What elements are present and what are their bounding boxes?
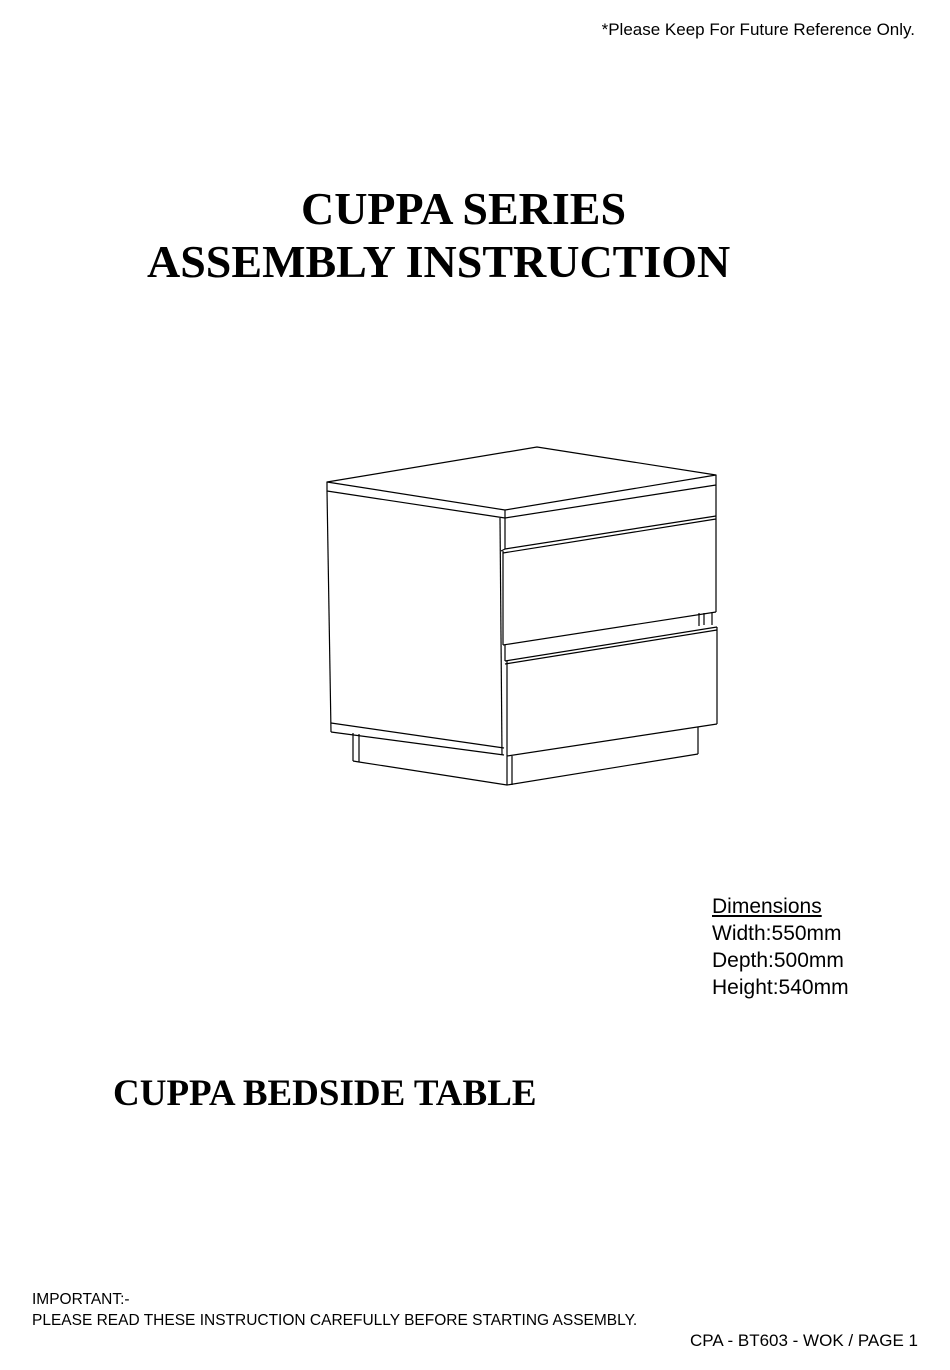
dimensions-block <box>712 893 849 1001</box>
important-text: PLEASE READ THESE INSTRUCTION CAREFULLY BEFORE STARTING ASSEMBLY. <box>32 1312 638 1329</box>
document-title: ASSEMBLY INSTRUCTION <box>147 236 731 287</box>
page-footer-code: CPA - BT603 - WOK / PAGE 1 <box>690 1331 918 1350</box>
product-name: CUPPA BEDSIDE TABLE <box>113 1073 537 1114</box>
dimensions-heading: Dimensions <box>712 895 822 918</box>
dimension-width: Width:550mm <box>712 922 842 945</box>
important-label: IMPORTANT:- <box>32 1291 130 1308</box>
dimension-depth: Depth:500mm <box>712 949 844 972</box>
series-title: CUPPA SERIES <box>300 183 627 234</box>
important-notice <box>32 1289 637 1331</box>
dimension-height: Height:540mm <box>712 976 849 999</box>
reference-note: *Please Keep For Future Reference Only. <box>601 20 915 39</box>
